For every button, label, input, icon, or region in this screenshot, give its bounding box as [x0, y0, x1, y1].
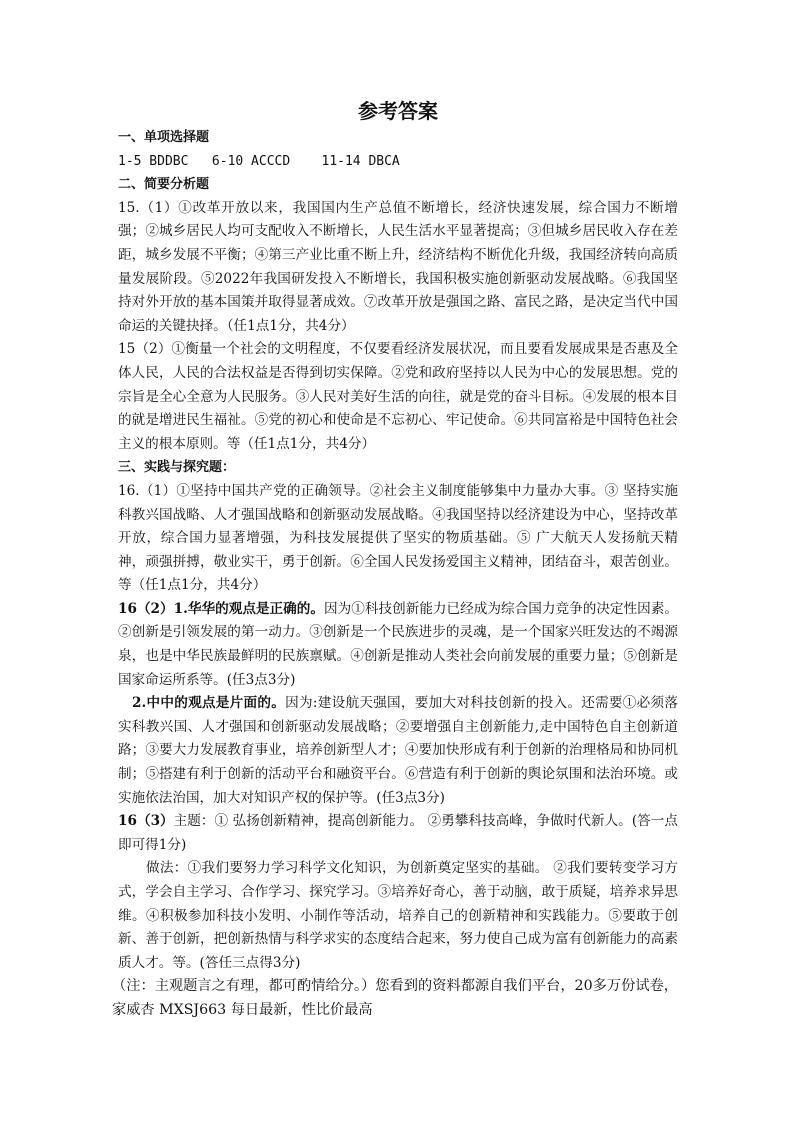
- answer-16-1: 16.（1）①坚持中国共产党的正确领导。②社会主义制度能够集中力量办大事。③ 坚持实施科教兴国战略、人才强国战略和创新驱动发展战略。④我国坚持以经济建设为中心，坚持改革开放，综合国力显著增强，为科技发展提供了坚实的物质基础。⑤ 广大航天人发扬航天精神，顽强拼搏，敬业实干，勇于创新。⑥全国人民发扬爱国主义精神，团结奋斗，艰苦创业。等（任1点1分，共4分）: [118, 482, 678, 594]
- answer-15-2: 15（2）①衡量一个社会的文明程度，不仅要看经济发展状况，而且要看发展成果是否惠及全体人民，人民的合法权益是否得到切实保障。②党和政府坚持以人民为中心的发展思想。党的宗旨是全心全意为人民服务。③人民对美好生活的向往，就是党的奋斗目标。④发展的根本目的就是增进民生福祉。⑤党的初心和使命是不忘初心、牢记使命。⑥共同富裕是中国特色社会主义的根本原则。等（任1点1分，共4分）: [118, 341, 678, 452]
- answer-15-1: 15.（1）①改革开放以来，我国国内生产总值不断增长，经济快速发展，综合国力不断增强；②城乡居民人均可支配收入不断增长，人民生活水平显著提高；③但城乡居民收入存在差距，城乡发展不平衡；④第三产业比重不断上升，经济结构不断优化升级，我国经济转向高质量发展阶段。⑤2022年我国研发投入不断增长，我国积极实施创新驱动发展战略。⑥我国坚持对外开放的基本国策并取得显著成效。⑦改革开放是强国之路、富民之路，是决定当代中国命运的关键抉择。（任1点1分，共4分）: [118, 199, 678, 334]
- answer-16-2-part1-body: 因为①科技创新能力已经成为综合国力竞争的决定性因素。②创新是引领发展的第一动力。③创新是一个民族进步的灵魂，是一个国家兴旺发达的不竭源泉，也是中华民族最鲜明的民族禀赋。④创新是推动人类社会向前发展的重要力量；⑤创新是国家命运所系等。(任3点3分): [118, 600, 678, 688]
- answer-16-3-method: 做法：①我们要努力学习科学文化知识，为创新奠定坚实的基础。 ②我们要转变学习方式，学会自主学习、合作学习、探究学习。③培养好奇心，善于动脑，敢于质疑，培养求异思维。④积极参加科技小发明、小制作等活动，培养自己的创新精神和实践能力。⑤要敢于创新、善于创新，把创新热情与科学求实的态度结合起来，努力使自己成为富有创新能力的高素质人才。等。(答任三点得3分): [118, 860, 678, 971]
- page-title: 参考答案: [358, 99, 438, 123]
- answer-16-2-part2-body: 因为:建设航天强国，要加大对科技创新的投入。还需要①必须落实科教兴国、人才强国和创新驱动发展战略；②要增强自主创新能力,走中国特色自主创新道路；③要大力发展教育事业，培养创新型人才；④要加快形成有利于创新的治理格局和协同机制；⑤搭建有利于创新的活动平台和融资平台。⑥营造有利于创新的舆论氛围和法治环境。或实施依法治国，加大对知识产权的保护等。(任3点3分): [118, 695, 678, 806]
- answer-16-3-lead: 16（3）: [118, 813, 174, 830]
- multiple-choice-answers: 1-5 BDDBC 6-10 ACCCD 11-14 DBCA: [118, 153, 400, 169]
- answer-16-2-part2: [118, 692, 678, 810]
- section-3-heading: 三、实践与探究题：: [118, 460, 236, 476]
- answer-document: [112, 96, 678, 1023]
- section-2-heading: 二、简要分析题: [118, 177, 210, 193]
- answer-16-3-body: 主题：① 弘扬创新精神，提高创新能力。 ②勇攀科技高峰，争做时代新人。(答一点即可得1分): [118, 813, 678, 853]
- answer-16-2-part2-lead: 2.中中的观点是片面的。: [132, 695, 286, 712]
- answer-16-2-part1: [118, 598, 678, 692]
- answer-16-3-theme: [118, 810, 678, 857]
- section-1-heading: 一、单项选择题: [118, 130, 210, 145]
- scoring-note: （注：主观题言之有理，都可酌情给分。）您看到的资料都源自我们平台，20多万份试卷，家威杏 MXSJ663 每日最新，性比价最高: [112, 978, 678, 1018]
- answer-16-2-part1-lead: 16（2）1.华华的观点是正确的。: [118, 600, 325, 617]
